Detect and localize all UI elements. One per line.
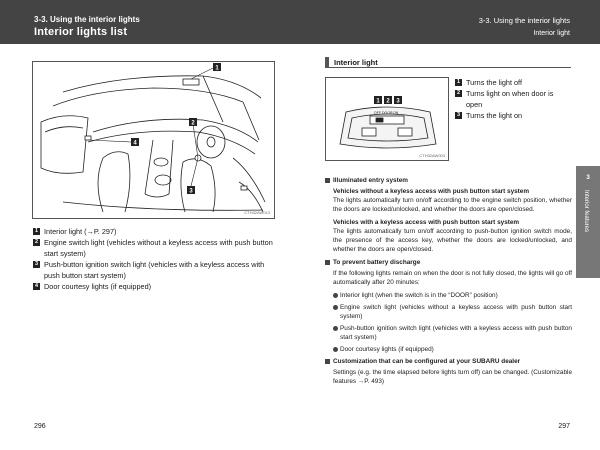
bullet-item: Interior light (when the switch is in the “DOOR” position) xyxy=(325,291,572,300)
list-item xyxy=(455,77,571,88)
overhead-light-drawing xyxy=(326,78,448,160)
paragraph: Settings (e.g. the time elapsed before lights turn off) can be changed. (Customizable features →P. 493) xyxy=(333,369,572,385)
svg-text:ON: ON xyxy=(393,111,399,115)
svg-text:3: 3 xyxy=(189,188,193,195)
section-heading-interior-light xyxy=(325,57,571,68)
car-interior-drawing xyxy=(33,62,274,218)
list-item-text: Door courtesy lights (if equipped) xyxy=(44,282,152,291)
square-bullet-icon xyxy=(325,260,330,265)
page-number-right: 297 xyxy=(558,423,570,430)
svg-text:2: 2 xyxy=(191,120,195,127)
paragraph: The lights automatically turn on/off according to push-button ignition switch mode, the presence of the access key, whether the doors are locked/unlocked, and whether the doors are open/closed. xyxy=(333,228,572,253)
number-badge: 4 xyxy=(34,283,39,289)
svg-text:4: 4 xyxy=(133,140,137,147)
chapter-number: 3 xyxy=(586,174,590,181)
paragraph: If the following lights remain on when the door is not fully closed, the lights will go off automatically after 20 minutes: xyxy=(333,270,572,286)
list-item-text: Engine switch light (vehicles without a keyless access with push button start system) xyxy=(44,238,273,258)
list-item xyxy=(33,226,275,237)
svg-text:OFF: OFF xyxy=(374,111,381,115)
bullet-item: Push-button ignition switch light (vehicles with a keyless access with push button start system) xyxy=(325,324,572,342)
interior-light-illustration xyxy=(325,77,449,161)
paragraph: The lights automatically turn on/off according to the engine switch position, whether the doors are locked/unlocked, and whether the doors are open/closed. xyxy=(333,197,572,213)
list-item-text: Turns the light on xyxy=(466,111,523,120)
page-number-left: 296 xyxy=(34,423,46,430)
svg-text:DOOR: DOOR xyxy=(382,111,393,115)
section-label-right: 3-3. Using the interior lights xyxy=(478,16,570,25)
bullet-item: Door courtesy lights (if equipped) xyxy=(325,345,572,354)
list-item xyxy=(33,237,275,259)
number-badge: 1 xyxy=(456,79,461,85)
number-badge: 3 xyxy=(456,112,461,118)
heading-battery: To prevent battery discharge xyxy=(325,258,572,267)
bullet-dot-icon xyxy=(333,347,338,352)
heading-illuminated-entry: Illuminated entry system xyxy=(325,176,572,185)
figure-code: CTH32AW013 xyxy=(244,210,270,215)
number-badge: 2 xyxy=(34,239,39,245)
section-marker xyxy=(325,57,329,67)
header-banner xyxy=(0,0,600,44)
section-label-left: 3-3. Using the interior lights xyxy=(34,15,140,24)
callout-badges xyxy=(374,96,402,105)
list-item xyxy=(33,281,275,292)
figure-code: CTH32AW003 xyxy=(419,153,445,158)
square-bullet-icon xyxy=(325,359,330,364)
interior-lights-illustration xyxy=(32,61,275,219)
list-item-text: Turns the light off xyxy=(466,78,522,87)
subheading-without-keyless: Vehicles without a keyless access with push button start system xyxy=(333,188,530,195)
svg-text:1: 1 xyxy=(376,98,380,105)
number-badge: 3 xyxy=(34,261,39,267)
number-badge: 2 xyxy=(456,90,461,96)
chapter-label: Interior features xyxy=(583,190,589,233)
square-bullet-icon xyxy=(325,178,330,183)
callout-badges xyxy=(131,63,221,195)
bullet-item: Engine switch light (vehicles without a keyless access with push button start system) xyxy=(325,303,572,321)
section-title: Interior light xyxy=(334,58,378,67)
list-item-text: Interior light (→P. 297) xyxy=(44,227,117,236)
list-item-text: Turns light on when door is open xyxy=(466,89,554,109)
svg-text:1: 1 xyxy=(215,65,219,72)
switch-position-list xyxy=(455,77,571,121)
heading-customization: Customization that can be configured at your SUBARU dealer xyxy=(325,357,572,366)
bullet-dot-icon xyxy=(333,293,338,298)
list-item xyxy=(455,88,571,110)
number-badge: 1 xyxy=(34,228,39,234)
page-title: Interior lights list xyxy=(34,26,128,38)
svg-text:3: 3 xyxy=(396,98,400,105)
subsection-label-right: Interior light xyxy=(533,30,570,37)
bullet-dot-icon xyxy=(333,326,338,331)
chapter-tab[interactable] xyxy=(576,166,600,278)
interior-lights-list xyxy=(33,226,275,292)
subheading-with-keyless: Vehicles with a keyless access with push button start system xyxy=(333,219,520,226)
list-item xyxy=(33,259,275,281)
list-item xyxy=(455,110,571,121)
bullet-dot-icon xyxy=(333,305,338,310)
body-text xyxy=(325,176,572,390)
svg-text:2: 2 xyxy=(386,98,390,105)
list-item-text: Push-button ignition switch light (vehicles with a keyless access with push button start system) xyxy=(44,260,265,280)
